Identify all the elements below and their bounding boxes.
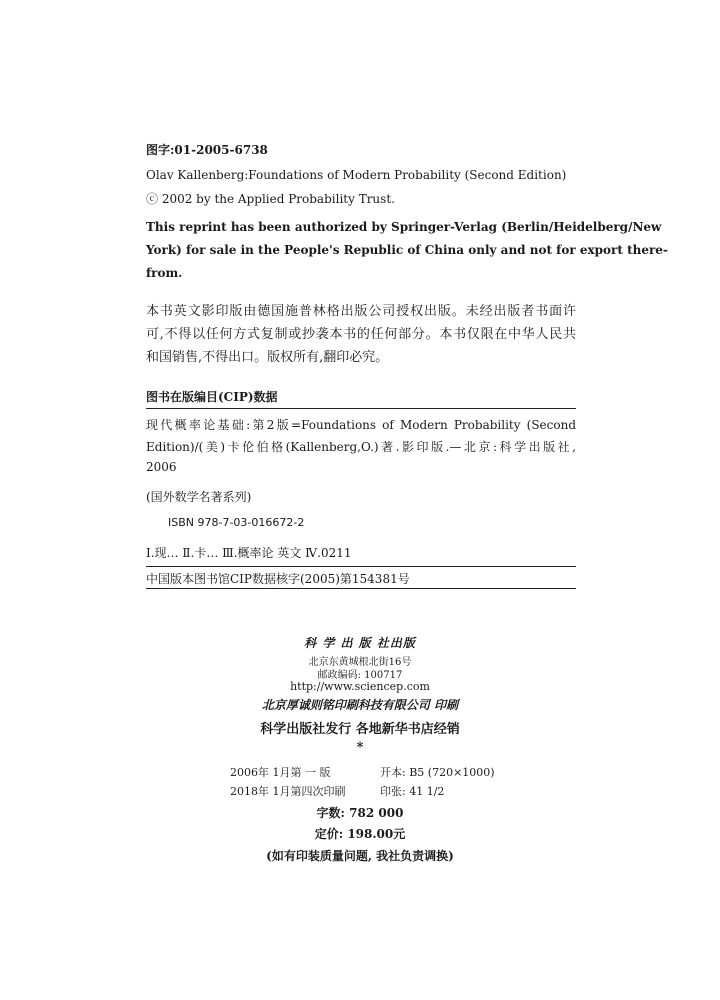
cip-entry-line-1: 现代概率论基础:第2版=Foundations of Modern Probability (Second <box>146 418 576 432</box>
cip-middle-rule <box>146 566 576 567</box>
book-format: 开本: B5 (720×1000) <box>380 766 495 779</box>
printer: 北京厚诚则铭印刷科技有限公司 印刷 <box>261 698 459 712</box>
cip-top-rule <box>146 408 576 409</box>
price: 定价: 198.00元 <box>314 827 406 841</box>
quality-notice: (如有印装质量问题, 我社负责调换) <box>266 849 454 863</box>
publisher-address: 北京东黄城根北街16号 <box>308 657 412 668</box>
chinese-notice-line-1: 本书英文影印版由德国施普林格出版公司授权出版。未经出版者书面许 <box>146 304 576 319</box>
original-title: Olav Kallenberg:Foundations of Modern Probability (Second Edition) <box>146 168 567 182</box>
cip-data-number: 中国版本图书馆CIP数据核字(2005)第154381号 <box>146 572 410 586</box>
cip-entry-line-3: 2006 <box>146 460 177 474</box>
word-count: 字数: 782 000 <box>316 806 404 820</box>
isbn: ISBN 978-7-03-016672-2 <box>168 516 305 529</box>
publisher: 科 学 出 版 社出版 <box>304 636 416 650</box>
chinese-notice-line-3: 和国销售,不得出口。版权所有,翻印必究。 <box>146 350 389 365</box>
publisher-website: http://www.sciencep.com <box>290 680 430 693</box>
edition-printing: 2018年 1月第四次印刷 <box>230 785 346 798</box>
chinese-notice-line-2: 可,不得以任何方式复制或抄袭本书的任何部分。本书仅限在中华人民共 <box>146 327 576 342</box>
reprint-notice-line-3: from. <box>146 266 183 280</box>
distribution: 科学出版社发行 各地新华书店经销 <box>260 722 460 737</box>
printed-sheets: 印张: 41 1/2 <box>380 785 445 798</box>
registration-number: 图字:01-2005-6738 <box>146 143 268 157</box>
cip-classification: Ⅰ.现… Ⅱ.卡… Ⅲ.概率论 英文 Ⅳ.0211 <box>146 546 352 560</box>
cip-entry-line-2: Edition)/(美)卡伦伯格(Kallenberg,O.)著.影印版.—北京:科学出版社, <box>146 440 576 454</box>
reprint-notice-line-2: York) for sale in the People's Republic of China only and not for export there- <box>146 243 668 257</box>
copyright-notice: ⓒ 2002 by the Applied Probability Trust. <box>146 192 395 206</box>
cip-bottom-rule <box>146 588 576 589</box>
cip-series: (国外数学名著系列) <box>146 490 252 504</box>
cip-heading: 图书在版编目(CIP)数据 <box>146 390 278 404</box>
edition-first: 2006年 1月第 一 版 <box>230 766 331 779</box>
separator-star: * <box>356 740 364 755</box>
publisher-postcode: 邮政编码: 100717 <box>317 670 403 681</box>
reprint-notice-line-1: This reprint has been authorized by Springer-Verlag (Berlin/Heidelberg/New <box>146 220 662 234</box>
